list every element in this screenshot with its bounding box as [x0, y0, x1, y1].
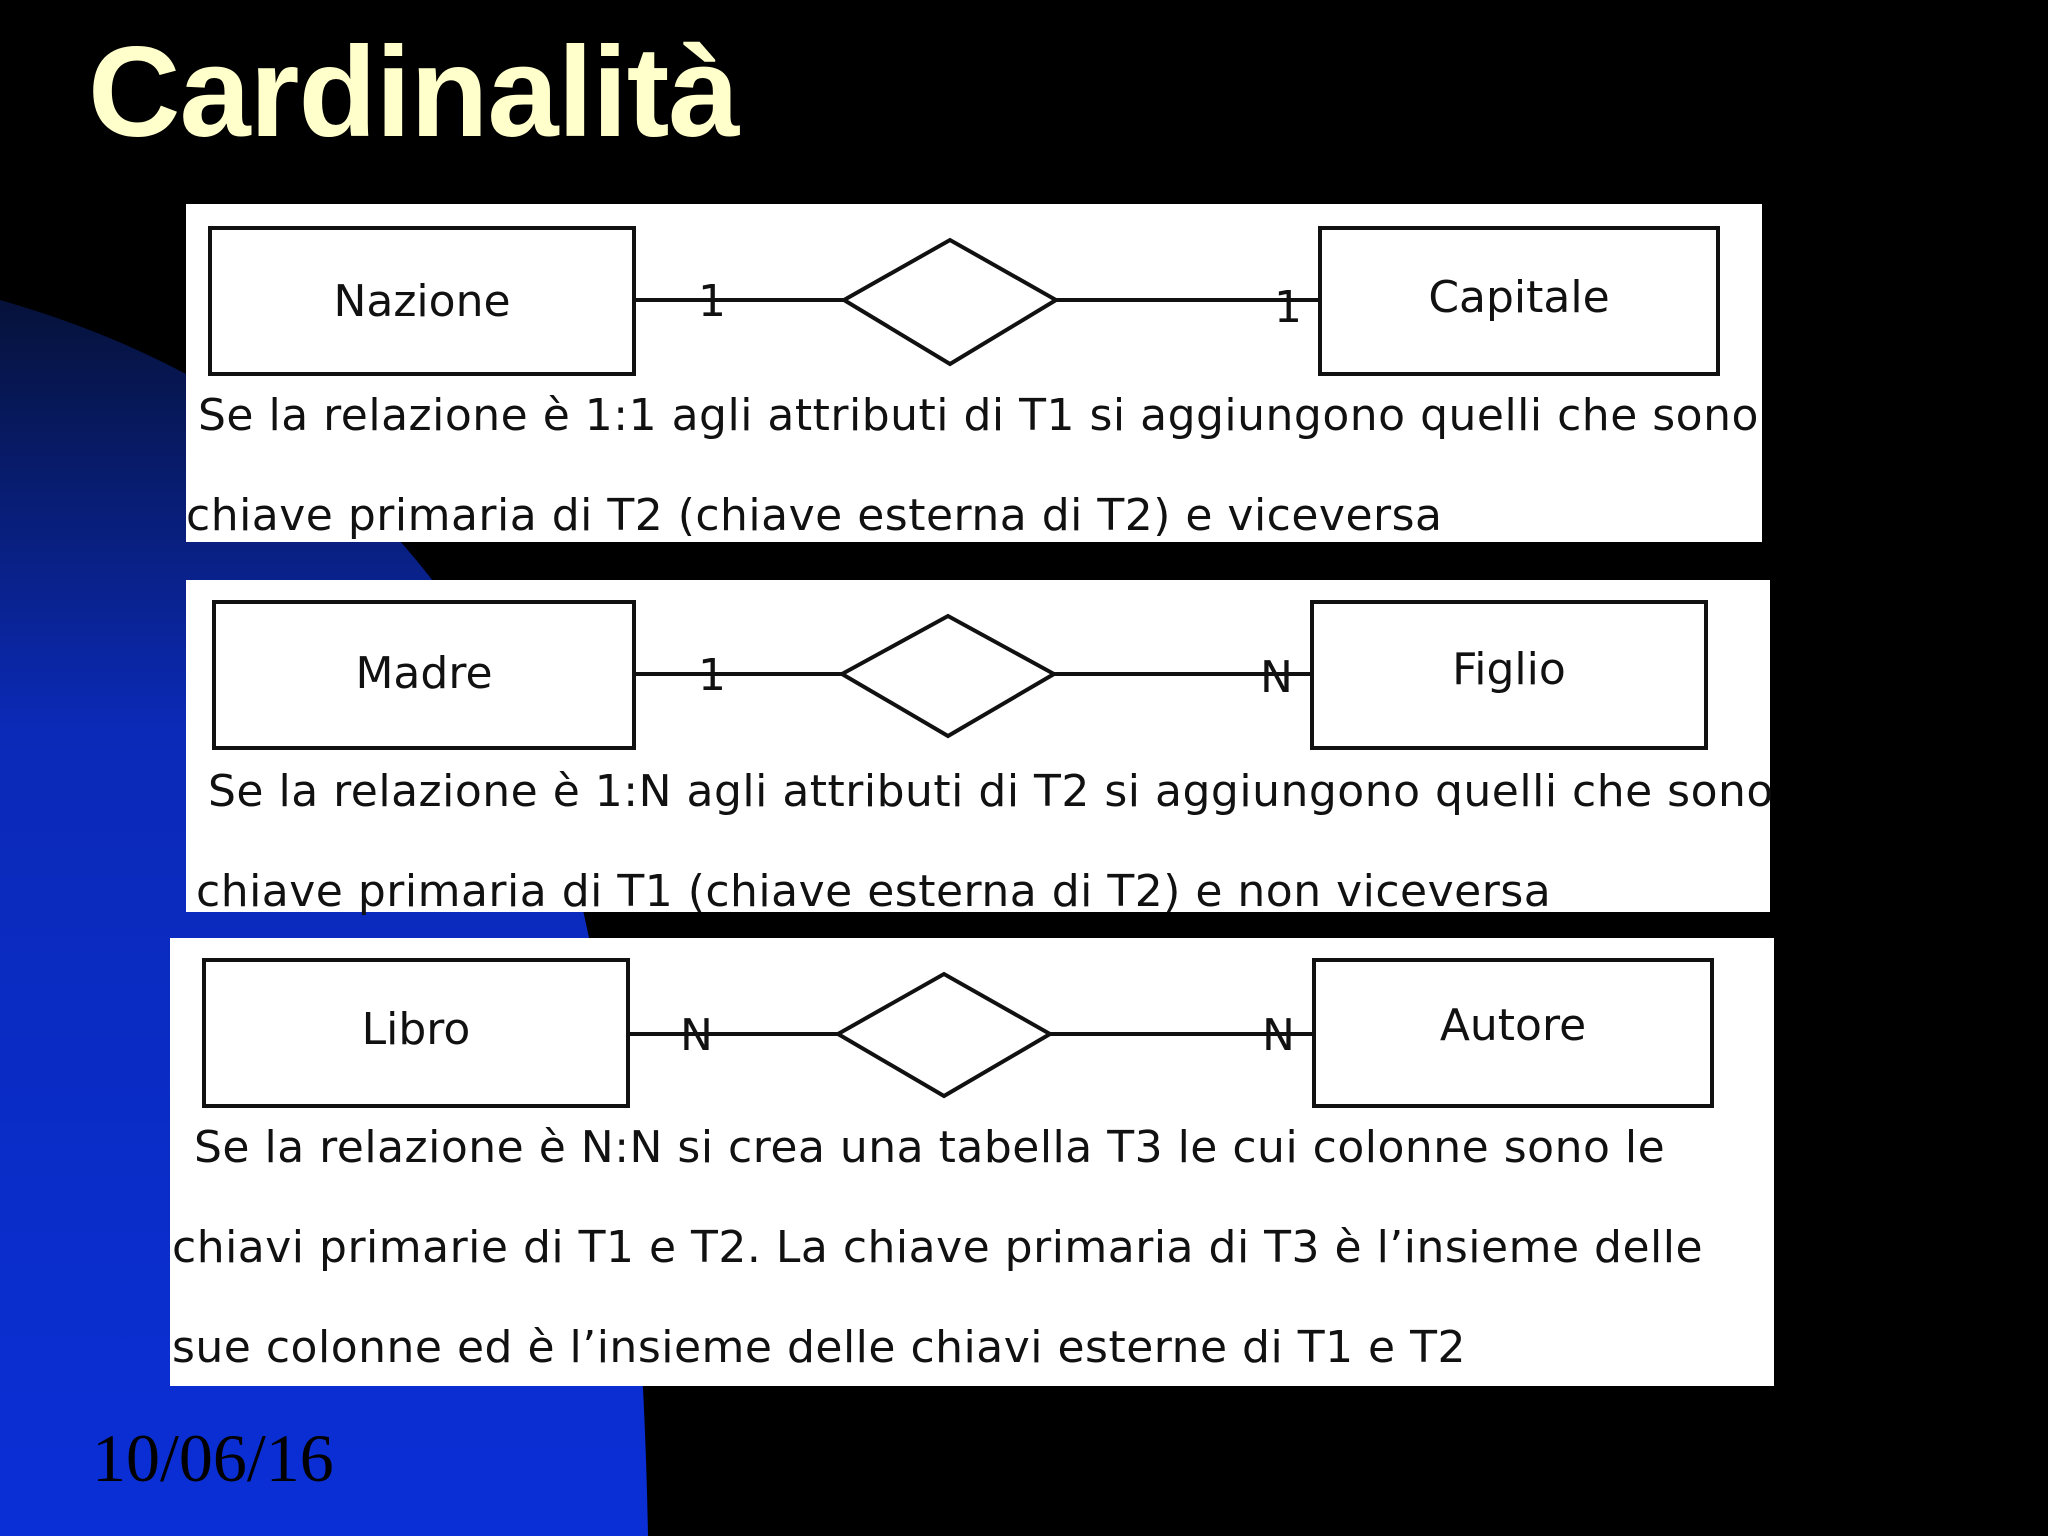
entity-label-left: Madre	[355, 648, 493, 699]
entity-label-right: Capitale	[1428, 272, 1610, 323]
description-line-1: Se la relazione è N:N si crea una tabella T3 le cui colonne sono le	[194, 1122, 1666, 1173]
cardinality-panel-n-n	[170, 938, 1774, 1386]
relationship-diamond	[842, 616, 1054, 736]
er-diagram-1	[186, 204, 1762, 404]
entity-label-right: Autore	[1439, 1000, 1587, 1051]
entity-label-right: Figlio	[1452, 644, 1566, 695]
description-line-2: chiave primaria di T2 (chiave esterna di T2) e viceversa	[186, 490, 1443, 541]
cardinality-panel-1-n	[186, 580, 1774, 917]
cardinality-label-right: N	[1260, 652, 1293, 703]
cardinality-label-left: 1	[698, 276, 726, 327]
er-diagram-3	[170, 938, 1774, 1138]
cardinality-label-left: 1	[698, 650, 726, 701]
cardinality-panel-1-1	[186, 204, 1762, 542]
description-line-3: sue colonne ed è l’insieme delle chiavi esterne di T1 e T2	[172, 1322, 1466, 1373]
description-line-2: chiavi primarie di T1 e T2. La chiave primaria di T3 è l’insieme delle	[172, 1222, 1704, 1273]
relationship-diamond	[838, 974, 1050, 1096]
cardinality-label-left: N	[680, 1010, 713, 1061]
entity-label-left: Nazione	[333, 276, 511, 327]
description-line-1: Se la relazione è 1:1 agli attributi di T1 si aggiungono quelli che sono	[198, 390, 1759, 441]
cardinality-label-right: 1	[1274, 282, 1302, 333]
cardinality-label-right: N	[1262, 1010, 1295, 1061]
er-diagram-2	[186, 580, 1770, 780]
entity-label-left: Libro	[361, 1004, 471, 1055]
relationship-diamond	[844, 240, 1056, 364]
description-line-1: Se la relazione è 1:N agli attributi di T2 si aggiungono quelli che sono	[208, 766, 1774, 817]
description-line-2: chiave primaria di T1 (chiave esterna di T2) e non viceversa	[196, 866, 1552, 917]
footer-date: 10/06/16	[92, 1420, 334, 1496]
slide-title: Cardinalità	[88, 21, 739, 164]
